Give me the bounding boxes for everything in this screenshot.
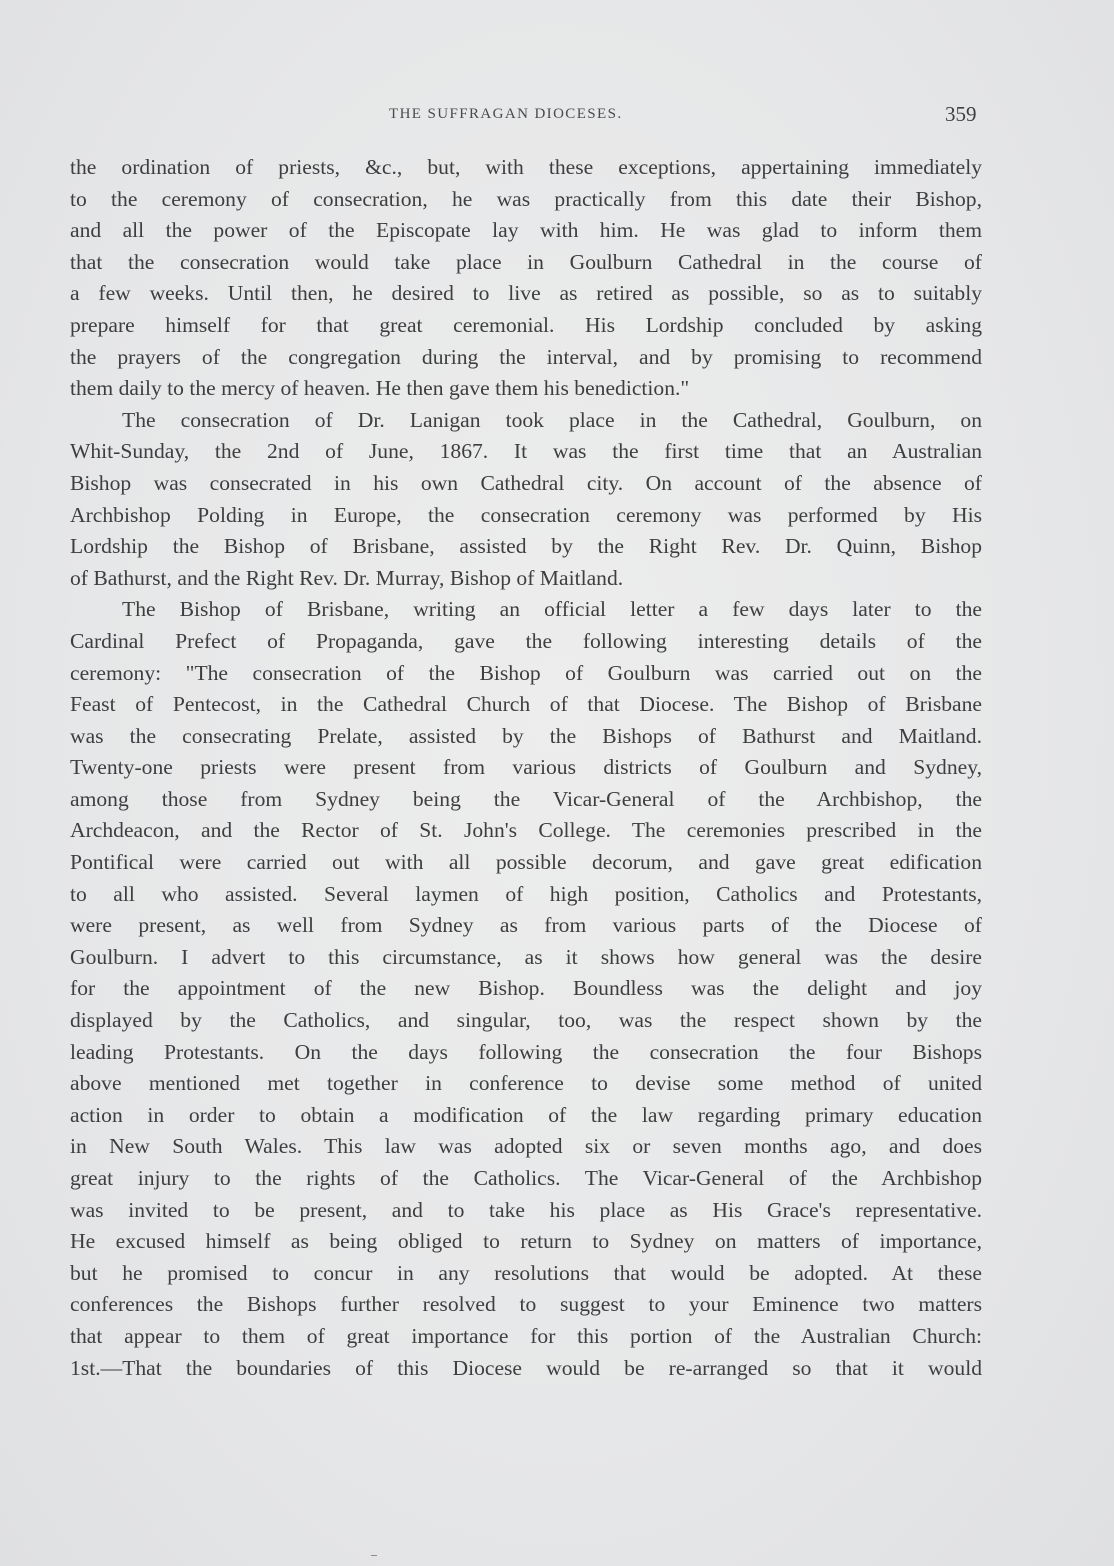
text-line: among those from Sydney being the Vicar-General of the Archbishop, the xyxy=(70,786,982,811)
text-line: action in order to obtain a modification of the law regarding primary education xyxy=(70,1102,982,1127)
text-line: was invited to be present, and to take his place as His Grace's representative. xyxy=(70,1197,982,1222)
text-line: great injury to the rights of the Catholics. The Vicar-General of the Archbishop xyxy=(70,1166,982,1190)
text-line: Bishop was consecrated in his own Cathedral city. On account of the absence of xyxy=(70,470,982,495)
page-number: 359 xyxy=(945,102,977,126)
text-line: in New South Wales. This law was adopted six or seven months ago, and does xyxy=(70,1134,982,1159)
text-line: Cardinal Prefect of Propaganda, gave the following interesting details of the xyxy=(70,628,982,653)
text-line: Lordship the Bishop of Brisbane, assisted by the Right Rev. Dr. Quinn, Bishop xyxy=(70,534,982,559)
text-line: Twenty-one priests were present from various districts of Goulburn and Sydney, xyxy=(70,755,982,780)
text-line: to all who assisted. Several laymen of high position, Catholics and Protestants, xyxy=(70,881,982,906)
text-line: conferences the Bishops further resolved to suggest to your Eminence two matters xyxy=(70,1292,982,1317)
text-line: Archdeacon, and the Rector of St. John's College. The ceremonies prescribed in the xyxy=(70,818,982,843)
text-line: The consecration of Dr. Lanigan took place in the Cathedral, Goulburn, on xyxy=(122,407,982,432)
text-line: were present, as well from Sydney as from various parts of the Diocese of xyxy=(70,913,982,938)
paragraph-2 xyxy=(70,405,982,595)
text-line: leading Protestants. On the days following the consecration the four Bishops xyxy=(70,1039,982,1064)
text-line: and all the power of the Episcopate lay with him. He was glad to inform them xyxy=(70,218,982,243)
text-line: a few weeks. Until then, he desired to live as retired as possible, so as to suitably xyxy=(70,281,982,306)
text-line: Pontifical were carried out with all possible decorum, and gave great edification xyxy=(70,850,982,875)
text-line: that appear to them of great importance for this portion of the Australian Church: xyxy=(70,1323,982,1348)
paragraph-1 xyxy=(70,152,982,405)
print-mark xyxy=(371,1555,377,1556)
text-line: Whit-Sunday, the 2nd of June, 1867. It was the first time that an Australian xyxy=(70,439,982,464)
text-line: the ordination of priests, &c., but, with these exceptions, appertaining immediately xyxy=(70,155,982,179)
text-line: them daily to the mercy of heaven. He then gave them his benediction." xyxy=(70,376,690,401)
text-line: of Bathurst, and the Right Rev. Dr. Murray, Bishop of Maitland. xyxy=(70,565,624,590)
text-line: for the appointment of the new Bishop. Boundless was the delight and joy xyxy=(70,976,982,1001)
text-line: above mentioned met together in conference to devise some method of united xyxy=(70,1071,982,1096)
page-header xyxy=(0,102,1114,132)
text-line: The Bishop of Brisbane, writing an official letter a few days later to the xyxy=(122,597,982,622)
text-line: was the consecrating Prelate, assisted by the Bishops of Bathurst and Maitland. xyxy=(70,723,982,748)
text-line: Goulburn. I advert to this circumstance, as it shows how general was the desire xyxy=(70,944,982,969)
text-line: that the consecration would take place in Goulburn Cathedral in the course of xyxy=(70,249,982,274)
text-line: displayed by the Catholics, and singular, too, was the respect shown by the xyxy=(70,1008,982,1033)
text-line: Archbishop Polding in Europe, the consecration ceremony was performed by His xyxy=(70,502,982,527)
body-text xyxy=(70,152,982,1384)
text-line: He excused himself as being obliged to return to Sydney on matters of importance, xyxy=(70,1229,982,1254)
text-line: the prayers of the congregation during the interval, and by promising to recommend xyxy=(70,344,982,369)
running-head-title: THE SUFFRAGAN DIOCESES. xyxy=(389,106,623,122)
text-line: ceremony: "The consecration of the Bishop of Goulburn was carried out on the xyxy=(70,660,982,685)
text-line: Feast of Pentecost, in the Cathedral Church of that Diocese. The Bishop of Brisbane xyxy=(70,692,982,717)
text-line: to the ceremony of consecration, he was practically from this date their Bishop, xyxy=(70,186,982,211)
paragraph-3 xyxy=(70,594,982,1384)
text-line: 1st.—That the boundaries of this Diocese would be re-arranged so that it would xyxy=(70,1355,982,1380)
text-line: prepare himself for that great ceremonial. His Lordship concluded by asking xyxy=(70,312,982,337)
text-line: but he promised to concur in any resolutions that would be adopted. At these xyxy=(70,1260,982,1285)
